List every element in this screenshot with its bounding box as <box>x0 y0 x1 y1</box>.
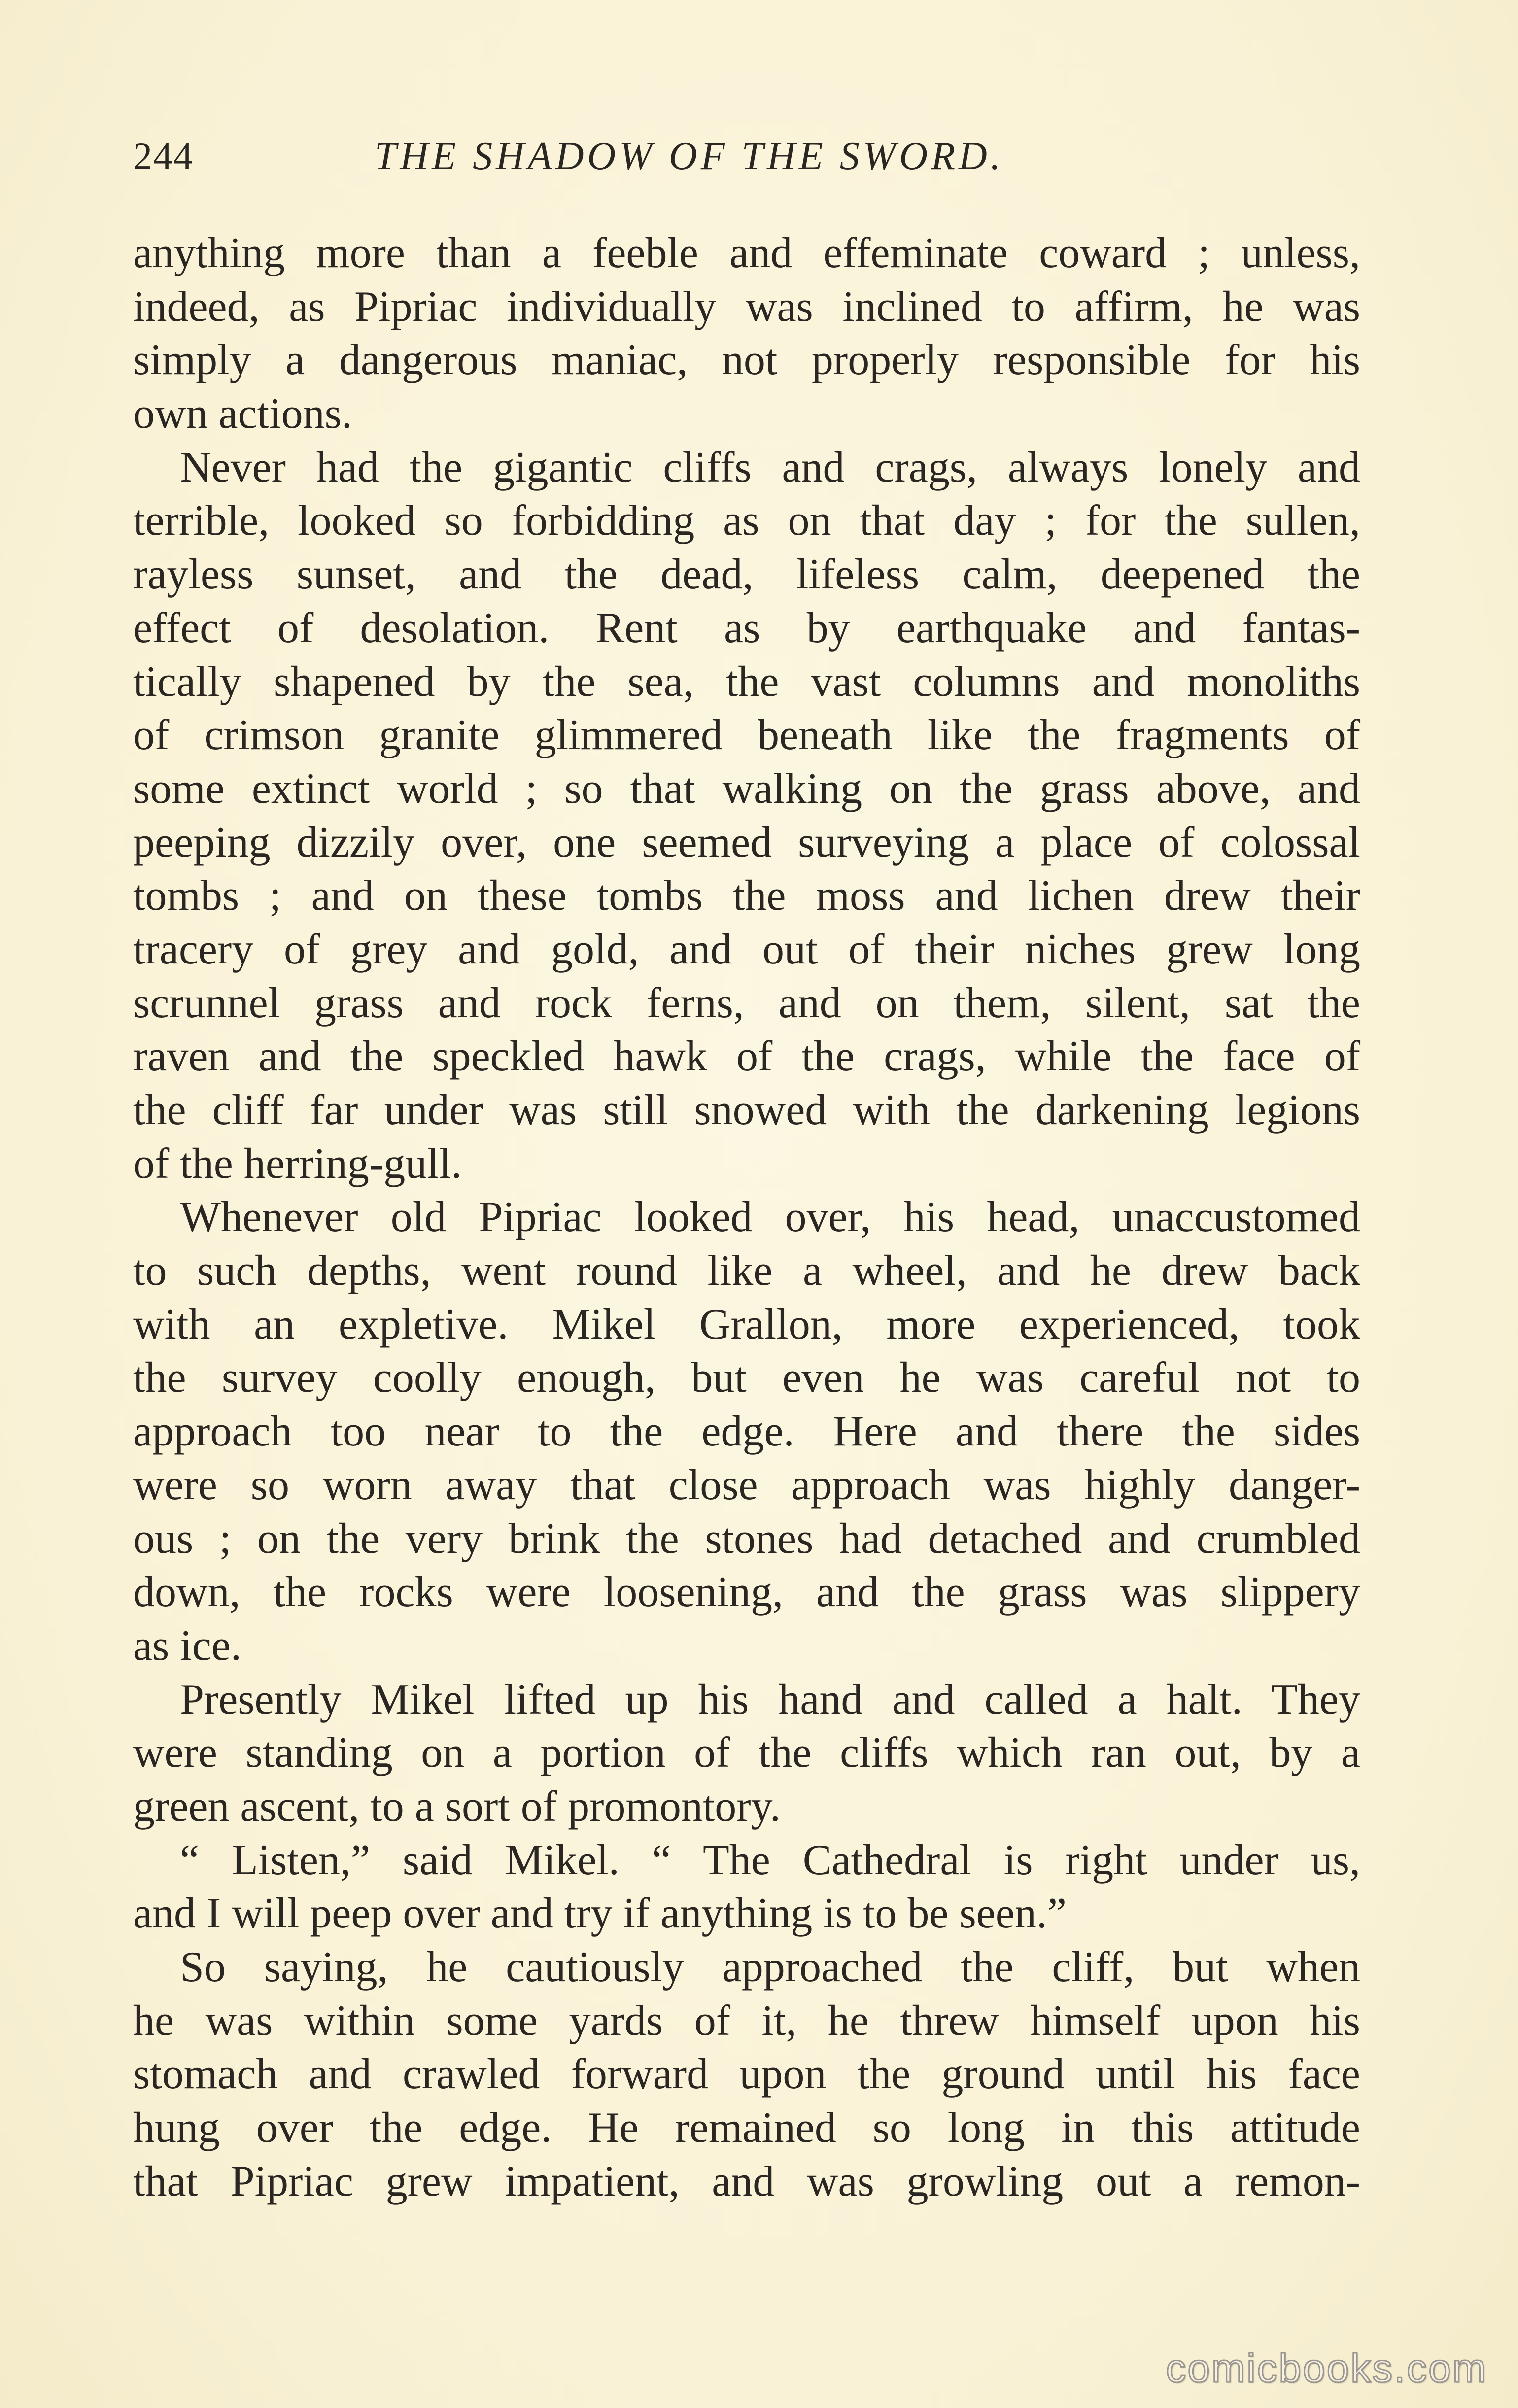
text-line: raven and the speckled hawk of the crags, while the face of <box>133 1032 1360 1081</box>
text-line: “ Listen,” said Mikel. “ The Cathedral is right under us, <box>180 1836 1360 1884</box>
text-line: green ascent, to a sort of promontory. <box>133 1782 781 1830</box>
running-title: THE SHADOW OF THE SWORD. <box>375 135 1004 178</box>
text-line: peeping dizzily over, one seemed surveying a place of colossal <box>133 818 1360 866</box>
text-line: he was within some yards of it, he threw himself upon his <box>133 1996 1360 2045</box>
text-line: Never had the gigantic cliffs and crags, always lonely and <box>180 443 1360 491</box>
text-line: were so worn away that close approach was highly danger- <box>133 1461 1360 1509</box>
text-line: Presently Mikel lifted up his hand and called a halt. They <box>180 1675 1360 1723</box>
text-line: So saying, he cautiously approached the cliff, but when <box>180 1943 1360 1991</box>
text-line: tombs ; and on these tombs the moss and lichen drew their <box>133 872 1360 920</box>
text-line: down, the rocks were loosening, and the grass was slippery <box>133 1568 1360 1617</box>
text-line: with an expletive. Mikel Grallon, more experienced, took <box>133 1300 1360 1348</box>
text-line: hung over the edge. He remained so long in this attitude <box>133 2104 1360 2152</box>
text-line: the survey coolly enough, but even he was careful not to <box>133 1354 1360 1402</box>
watermark: comicbooks.com <box>1166 2346 1487 2391</box>
text-line: own actions. <box>133 390 352 438</box>
text-line: tically shapened by the sea, the vast columns and monoliths <box>133 657 1360 706</box>
text-line: approach too near to the edge. Here and there the sides <box>133 1408 1360 1456</box>
text-line: the cliff far under was still snowed with the darkening legions <box>133 1086 1360 1134</box>
page-number: 244 <box>133 135 194 177</box>
text-line: anything more than a feeble and effeminate coward ; unless, <box>133 229 1360 277</box>
text-line: of crimson granite glimmered beneath like the fragments of <box>133 711 1360 759</box>
text-line: Whenever old Pipriac looked over, his head, unaccustomed <box>180 1193 1360 1241</box>
text-line: tracery of grey and gold, and out of their niches grew long <box>133 925 1360 973</box>
text-line: as ice. <box>133 1621 242 1670</box>
text-line: stomach and crawled forward upon the ground until his face <box>133 2050 1360 2098</box>
text-line: effect of desolation. Rent as by earthquake and fantas- <box>133 604 1360 652</box>
text-line: to such depths, went round like a wheel, and he drew back <box>133 1247 1360 1295</box>
text-line: rayless sunset, and the dead, lifeless calm, deepened the <box>133 550 1360 599</box>
text-line: indeed, as Pipriac individually was inclined to affirm, he was <box>133 282 1360 331</box>
text-line: and I will peep over and try if anything is to be seen.” <box>133 1890 1067 1938</box>
text-line: some extinct world ; so that walking on the grass above, and <box>133 764 1360 813</box>
body-text <box>133 227 1360 2208</box>
text-line: that Pipriac grew impatient, and was growling out a remon- <box>133 2157 1360 2205</box>
text-line: simply a dangerous maniac, not properly responsible for his <box>133 336 1360 384</box>
text-line: were standing on a portion of the cliffs which ran out, by a <box>133 1729 1360 1777</box>
running-head <box>133 129 1360 183</box>
text-line: scrunnel grass and rock ferns, and on them, silent, sat the <box>133 979 1360 1027</box>
text-line: of the herring-gull. <box>133 1139 462 1188</box>
text-line: terrible, looked so forbidding as on that day ; for the sullen, <box>133 497 1360 545</box>
text-line: ous ; on the very brink the stones had detached and crumbled <box>133 1514 1360 1563</box>
